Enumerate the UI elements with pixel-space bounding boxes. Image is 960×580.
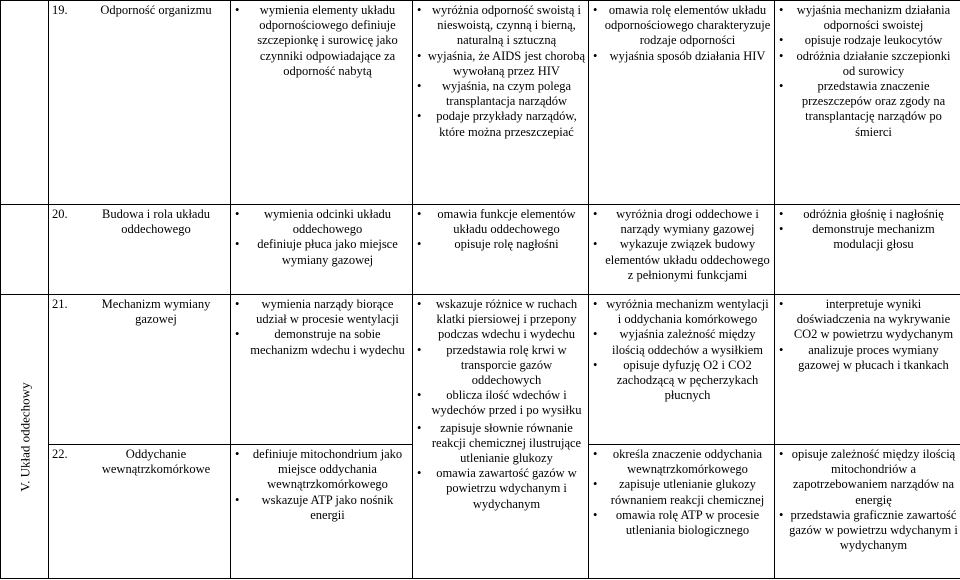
section-cell-empty bbox=[1, 1, 49, 205]
list-item: • definiuje mitochondrium jako miejsce oddychania wewnątrzkomórkowego bbox=[245, 447, 410, 493]
requirements-extended bbox=[413, 1, 589, 205]
section-cell bbox=[1, 295, 49, 579]
list-item: • odróżnia działanie szczepionki od surowicy bbox=[789, 49, 958, 79]
requirements-excellent bbox=[775, 445, 960, 579]
list-item: • wyróżnia mechanizm wentylacji i oddychania komórkowego bbox=[603, 297, 772, 327]
list-item: • wyróżnia odporność swoistą i nieswoistą, czynną i bierną, naturalną i sztuczną bbox=[427, 3, 586, 49]
list-item: • oblicza ilość wdechów i wydechów przed i po wysiłku bbox=[427, 388, 586, 418]
list-item: • omawia funkcje elementów układu oddechowego bbox=[427, 207, 586, 237]
topic-cell bbox=[49, 445, 231, 579]
list-item: • omawia zawartość gazów w powietrzu wdychanym i wydychanym bbox=[427, 466, 586, 512]
list-item: • przedstawia graficznie zawartość gazów w powietrzu wdychanym i wydychanym bbox=[789, 508, 958, 554]
list-item: • wymienia elementy układu odpornościowego definiuje szczepionkę i surowicę jako czynniki odpowiadające za odporność nabytą bbox=[245, 3, 410, 79]
list-item: • opisuje zależność między ilością mitochondriów a zapotrzebowaniem narządów na energię bbox=[789, 447, 958, 508]
list-item: • wyjaśnia mechanizm działania odporności swoistej bbox=[789, 3, 958, 33]
requirements-advanced bbox=[589, 445, 775, 579]
requirements-basic bbox=[231, 205, 413, 295]
list-item: • omawia rolę elementów układu odpornościowego charakteryzuje rodzaje odporności bbox=[603, 3, 772, 49]
requirements-basic bbox=[231, 1, 413, 205]
requirements-basic bbox=[231, 295, 413, 445]
section-cell-empty bbox=[1, 205, 49, 295]
requirements-extended bbox=[413, 205, 589, 295]
list-item: • opisuje dyfuzję O2 i CO2 zachodzącą w pęcherzykach płucnych bbox=[603, 358, 772, 404]
requirements-advanced bbox=[589, 295, 775, 445]
list-item: • interpretuje wyniki doświadczenia na wykrywanie CO2 w powietrzu wydychanym bbox=[789, 297, 958, 343]
topic-name: Odporność organizmu bbox=[100, 3, 212, 17]
table-row bbox=[1, 1, 960, 205]
topic-number: 21. bbox=[52, 297, 68, 311]
table-row bbox=[1, 205, 960, 295]
topic-cell bbox=[49, 1, 231, 205]
list-item: • przedstawia rolę krwi w transporcie gazów oddechowych bbox=[427, 343, 586, 389]
requirements-excellent bbox=[775, 295, 960, 445]
list-item: • odróżnia głośnię i nagłośnię bbox=[789, 207, 958, 222]
requirements-excellent bbox=[775, 205, 960, 295]
requirements-advanced bbox=[589, 1, 775, 205]
requirements-excellent bbox=[775, 1, 960, 205]
topic-name: Oddychanie wewnątrzkomórkowe bbox=[101, 447, 211, 477]
list-item: • wskazuje ATP jako nośnik energii bbox=[245, 493, 410, 523]
list-item: • wyjaśnia sposób działania HIV bbox=[603, 49, 772, 64]
list-item: • demonstruje mechanizm modulacji głosu bbox=[789, 222, 958, 252]
list-item: • definiuje płuca jako miejsce wymiany gazowej bbox=[245, 237, 410, 267]
list-item: • wyróżnia drogi oddechowe i narządy wymiany gazowej bbox=[603, 207, 772, 237]
list-item: • wymienia narządy biorące udział w procesie wentylacji bbox=[245, 297, 410, 327]
requirements-advanced bbox=[589, 205, 775, 295]
topic-name: Mechanizm wymiany gazowej bbox=[101, 297, 211, 327]
list-item: • podaje przykłady narządów, które można przeszczepiać bbox=[427, 109, 586, 139]
requirements-extended bbox=[413, 295, 589, 579]
list-item: • określa znaczenie oddychania wewnątrzkomórkowego bbox=[603, 447, 772, 477]
section-label: V. Układ oddechowy bbox=[16, 381, 32, 492]
list-item: • zapisuje słownie równanie reakcji chemicznej ilustrujące utlenianie glukozy bbox=[427, 421, 586, 467]
topic-name: Budowa i rola układu oddechowego bbox=[102, 207, 210, 237]
topic-number: 20. bbox=[52, 207, 68, 221]
requirements-basic bbox=[231, 445, 413, 579]
table-row bbox=[1, 295, 960, 445]
list-item: • zapisuje utlenianie glukozy równaniem reakcji chemicznej bbox=[603, 477, 772, 507]
topic-number: 22. bbox=[52, 447, 68, 461]
list-item: • wymienia odcinki układu oddechowego bbox=[245, 207, 410, 237]
list-item: • opisuje rolę nagłośni bbox=[427, 237, 586, 252]
topic-number: 19. bbox=[52, 3, 68, 17]
list-item: • wykazuje związek budowy elementów układu oddechowego z pełnionymi funkcjami bbox=[603, 237, 772, 283]
list-item: • wyjaśnia, że AIDS jest chorobą wywołaną przez HIV bbox=[427, 49, 586, 79]
list-item: • omawia rolę ATP w procesie utleniania biologicznego bbox=[603, 508, 772, 538]
topic-cell bbox=[49, 205, 231, 295]
list-item: • przedstawia znaczenie przeszczepów oraz zgody na transplantację narządów po śmierci bbox=[789, 79, 958, 140]
list-item: • demonstruje na sobie mechanizm wdechu i wydechu bbox=[245, 327, 410, 357]
list-item: • wskazuje różnice w ruchach klatki piersiowej i przepony podczas wdechu i wydechu bbox=[427, 297, 586, 343]
topic-cell bbox=[49, 295, 231, 445]
list-item: • wyjaśnia, na czym polega transplantacja narządów bbox=[427, 79, 586, 109]
list-item: • analizuje proces wymiany gazowej w płucach i tkankach bbox=[789, 343, 958, 373]
list-item: • wyjaśnia zależność między ilością oddechów a wysiłkiem bbox=[603, 327, 772, 357]
list-item: • opisuje rodzaje leukocytów bbox=[789, 33, 958, 48]
